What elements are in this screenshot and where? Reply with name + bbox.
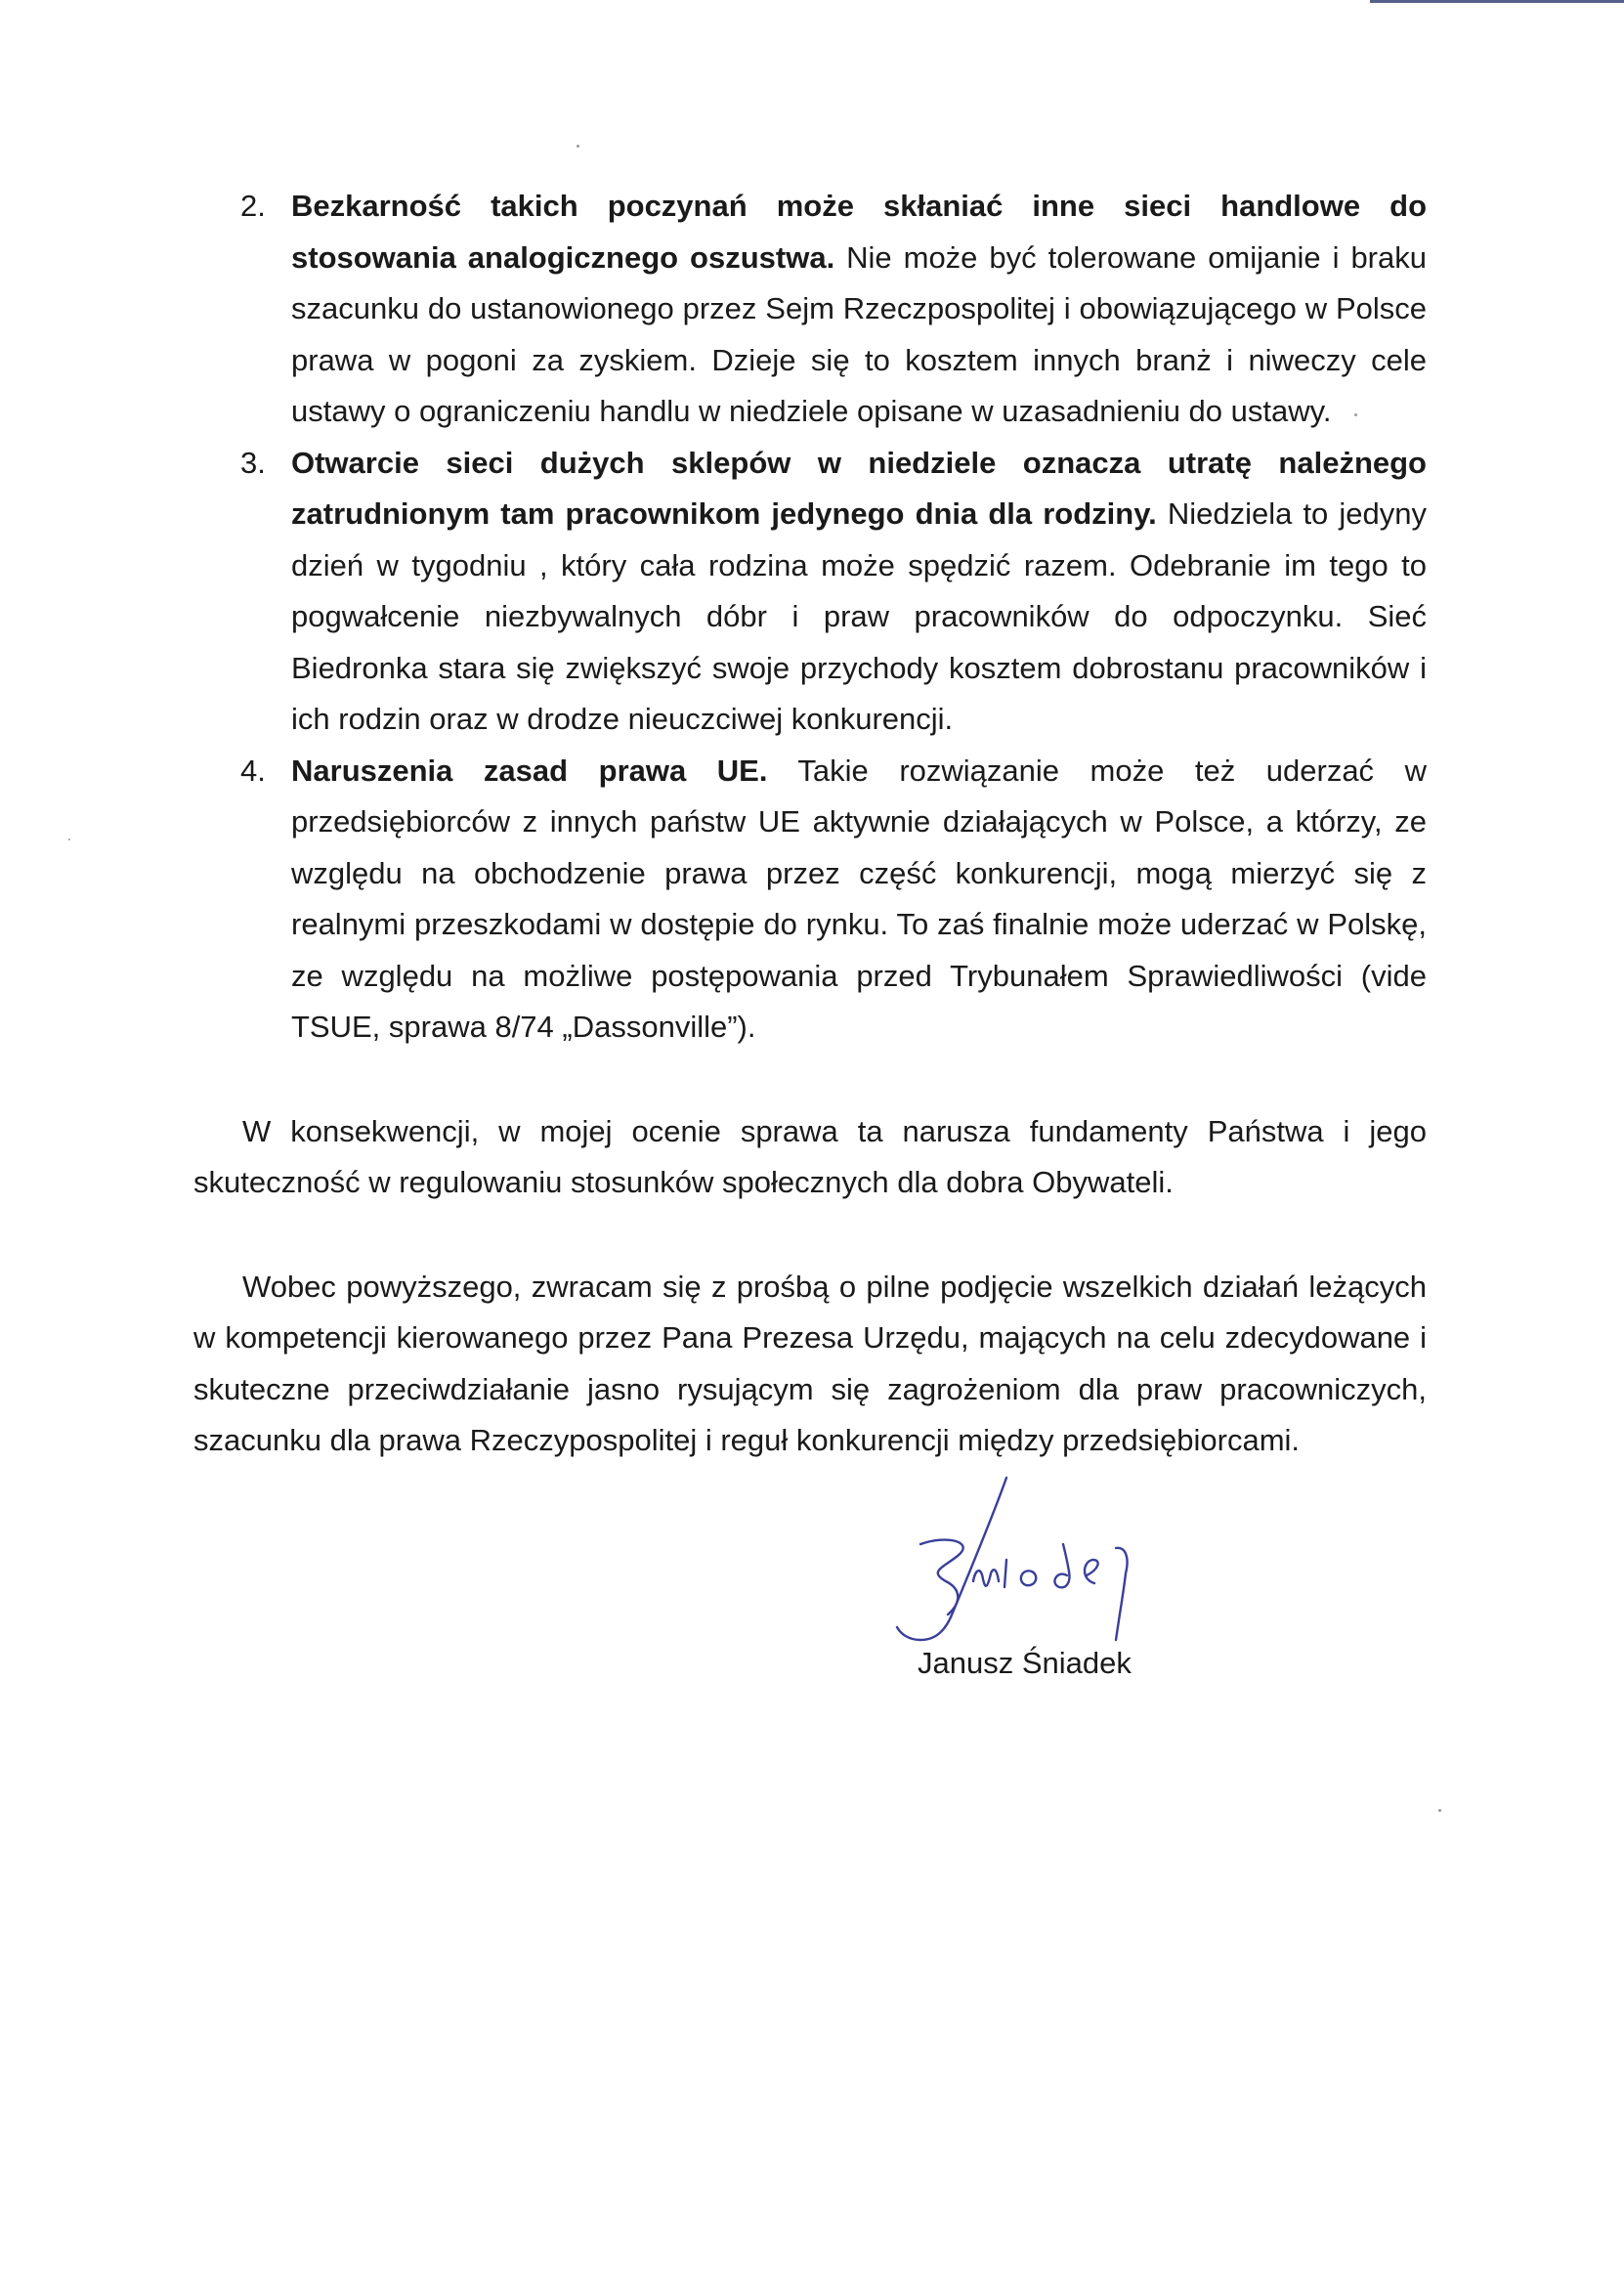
scan-speck <box>1438 1809 1441 1812</box>
point-heading: Naruszenia zasad prawa UE. <box>291 753 768 788</box>
signature-block <box>860 1466 1173 1701</box>
point-heading: Otwarcie sieci dużych sklepów w niedziele oznacza utratę należnego zatrudnionym tam pracownikom jedynego dnia dla rodziny. <box>291 445 1427 531</box>
numbered-points <box>193 181 1427 1054</box>
scan-speck <box>577 145 579 148</box>
point-heading: Bezkarność takich poczynań może skłaniać inne sieci handlowe do stosowania analogicznego oszustwa. <box>291 189 1427 275</box>
point-text: Niedziela to jedyny dzień w tygodniu , który cała rodzina może spędzić razem. Odebranie im tego to pogwałcenie niezbywalnych dóbr i praw pracowników do odpoczynku. Sieć Biedronka stara się zwiększyć swoje przychody kosztem dobrostanu pracowników i ich rodzin oraz w drodze nieuczciwej konkurencji. <box>291 496 1427 736</box>
conclusion-paragraph: W konsekwencji, w mojej ocenie sprawa ta narusza fundamenty Państwa i jego skuteczność w regulowaniu stosunków społecznych dla dobra Obywateli. <box>193 1113 1427 1199</box>
point-number: 4. <box>240 753 266 788</box>
point-text: Takie rozwiązanie może też uderzać w przedsiębiorców z innych państw UE aktywnie działających w Polsce, a którzy, ze względu na obchodzenie prawa przez część konkurencji, mogą mierzyć się z realnymi przeszkodami w dostępie do rynku. To zaś finalnie może uderzać w Polskę, ze względu na możliwe postępowania przed Trybunałem Sprawiedliwości (vide TSUE, sprawa 8/74 „Dassonville”). <box>291 753 1427 1044</box>
letter-body <box>193 181 1427 1467</box>
point-2 <box>193 181 1427 438</box>
point-number: 3. <box>240 445 266 480</box>
signer-name: Janusz Śniadek <box>918 1646 1132 1680</box>
scan-speck <box>1354 413 1357 416</box>
request-paragraph: Wobec powyższego, zwracam się z prośbą o pilne podjęcie wszelkich działań leżących w kompetencji kierowanego przez Pana Prezesa Urzędu, mających na celu zdecydowane i skuteczne przeciwdziałanie jasno rysującym się zagrożeniom dla praw pracowniczych, szacunku dla prawa Rzeczypospolitej i reguł konkurencji między przedsiębiorcami. <box>193 1269 1427 1457</box>
point-4 <box>193 746 1427 1054</box>
scan-speck <box>68 839 70 840</box>
point-text: Nie może być tolerowane omijanie i braku szacunku do ustanowionego przez Sejm Rzeczpospolitej i obowiązującego w Polsce prawa w pogoni za zyskiem. Dzieje się to kosztem innych branż i niweczy cele ustawy o ograniczeniu handlu w niedziele opisane w uzasadnieniu do ustawy. <box>291 239 1427 428</box>
point-number: 2. <box>240 189 266 223</box>
point-3 <box>193 438 1427 746</box>
scan-edge-mark <box>1370 0 1624 3</box>
